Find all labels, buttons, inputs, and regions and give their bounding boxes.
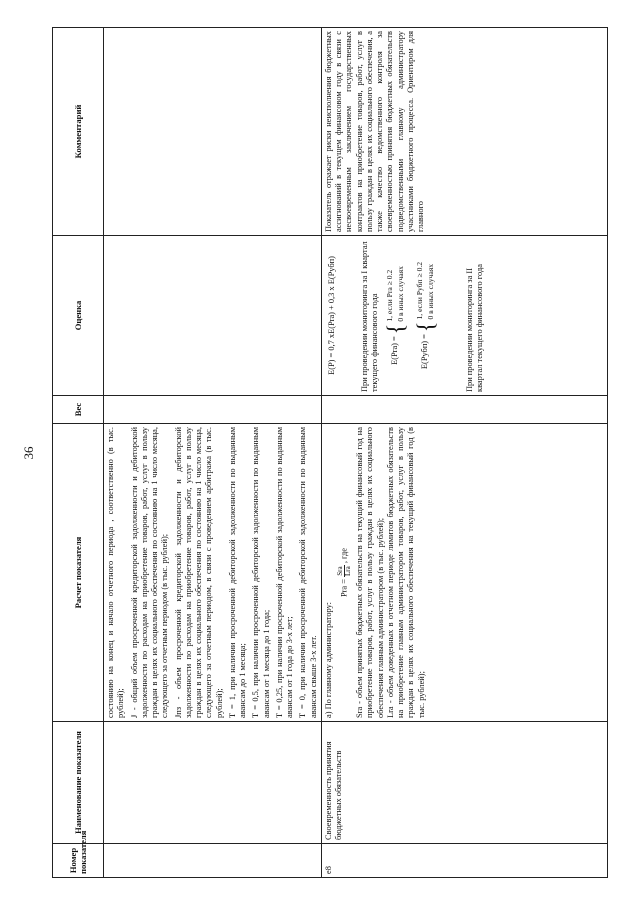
header-comment: Комментарий [53, 28, 104, 236]
eval-rubp-cases [411, 239, 439, 392]
cont-number-cell [104, 844, 322, 878]
calc-line: Jпз - объем просроченной кредиторской задолженности и дебиторской задолженности по расходам на приобретение товаров, работ, услуг в пользу граждан в целях их социального обеспечения по состоянию на 1 число месяца, следующего за отчетным периодом, в связи с проведением арбитража (в тыс. рублей); [173, 427, 224, 718]
eval-pra-cases [381, 239, 409, 392]
pra-formula-tail: , где [339, 547, 349, 564]
calc-line: T = 0,5, при наличии просроченной дебиторской задолженности по выданным авансам от 1 месяца до 1 года; [251, 427, 271, 718]
rotated-table-sheet [52, 28, 608, 878]
calc-line: T = 0, при наличии просроченной дебиторской задолженности по выданным авансам свыше 3-х лет. [298, 427, 318, 718]
eval-q2-note: При проведении мониторинга за II квартал текущего финансового года [464, 264, 484, 392]
brace-icon: { [381, 323, 409, 335]
cont-name-cell [104, 722, 322, 844]
eval-pra-lhs: E(Pra) = [390, 336, 400, 365]
table-header-row [53, 28, 104, 878]
pra-formula-lhs: Pra = [339, 579, 349, 598]
cont-comment-cell [104, 28, 322, 236]
eval-rubp-case: 1, если Рубп ≥ 0.2 [415, 261, 425, 320]
calc-line: T = 0,25, при наличии просроченной дебиторской задолженности по выданным авансам от 1 года до 3-х лет; [274, 427, 294, 718]
header-number: Номер показателя [53, 844, 104, 878]
eval-pra-case: 0 в иных случаях [395, 266, 405, 322]
eval-q1-note: При проведении мониторинга за I квартал текущего финансового года [360, 241, 380, 392]
eval-rubp-case: 0 в иных случаях [425, 263, 435, 320]
calc-intro: а) По главному администратору: [323, 602, 333, 718]
calc-definition: Sra - объем принятых бюджетных обязательств на текущий финансовый год на приобретение товаров, работ, услуг в пользу граждан в целях их социального обеспечения главным администратором (в тыс. рублей); [355, 427, 385, 718]
eval-pra-case: 1, если Pra ≥ 0.2 [385, 269, 395, 322]
calc-line: J - общий объем просроченной кредиторской задолженности и дебиторской задолженности по расходам на приобретение товаров, работ, услуг в пользу граждан в целях их социального обеспечения по состоянию на 1 число месяца, следующего за отчетным периодом (в тыс. рублей); [129, 427, 170, 718]
pra-numerator: Sra [336, 566, 344, 576]
header-weight: Вес [53, 396, 104, 424]
eval-rubp-lhs: E(Рубп) = [420, 334, 430, 370]
cont-calc-cell [104, 424, 322, 722]
header-calculation: Расчет показателя [53, 424, 104, 722]
pra-formula [337, 427, 352, 718]
cont-eval-cell [104, 236, 322, 396]
continuation-row [104, 28, 322, 878]
calc-line: состоянию на конец и начало отчетного периода , соответственно (в тыс. рублей); [106, 427, 126, 718]
row-evaluation [321, 236, 607, 396]
header-evaluation: Оценка [53, 236, 104, 396]
indicators-table [52, 27, 608, 878]
calc-definition: Lra - объем доведенных в отчетном периоде лимитов бюджетных обязательств на приобретение главным администратором товаров, работ, услуг в пользу граждан в целях их социального обеспечения на текущий финансовый год (в тыс. рублей); [385, 427, 426, 718]
row-name: Своевременность принятия бюджетных обязательств [321, 722, 607, 844]
row-calculation [321, 424, 607, 722]
header-name: Наименование показателя [53, 722, 104, 844]
row-weight [321, 396, 607, 424]
page-number: 36 [21, 446, 36, 460]
pra-fraction [337, 565, 352, 577]
calc-line: T = 1, при наличии просроченной дебиторской задолженности по выданным авансам до 1 месяца; [227, 427, 247, 718]
row-comment: Показатель отражает риски неисполнения бюджетных ассигнований в текущем финансовом году в связи с несвоевременным заключением государственных контрактов на приобретение товаров, работ, услуг в пользу граждан в целях их социального обеспечения, а также качество ведомственного контроля за своевременностью принятия бюджетных обязательств подведомственными главному администратору участниками бюджетного процесса. Ориентиром для главного [321, 28, 607, 236]
table-row [321, 28, 607, 878]
cont-weight-cell [104, 396, 322, 424]
brace-icon: { [411, 321, 439, 333]
pra-denominator: Lra [344, 566, 352, 576]
row-number: е8 [321, 844, 607, 878]
eval-main-formula: E(P) = 0,7 xE(Pra) + 0,3 x E(Рубп) [326, 256, 336, 375]
